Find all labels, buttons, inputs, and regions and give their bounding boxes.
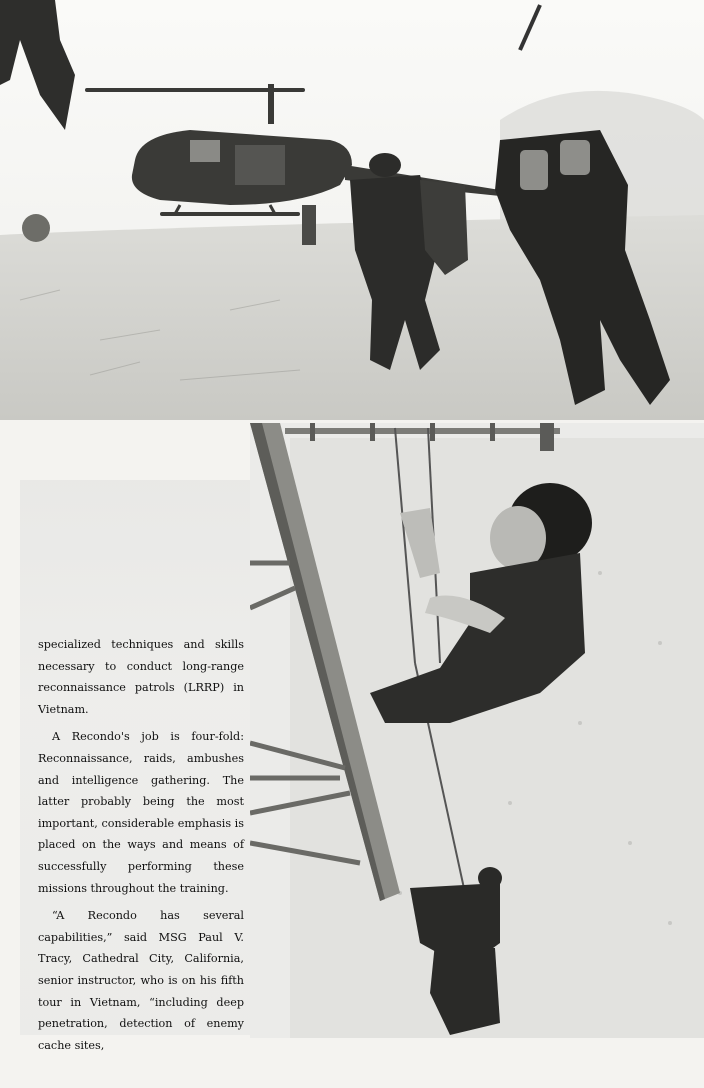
helicopter-soldiers-illustration xyxy=(0,0,704,420)
rope-ladder-illustration xyxy=(250,423,704,1038)
rope-ladder-photo xyxy=(250,423,704,1038)
paragraph-2: A Recondo's job is four-fold: Reconnaissance, raids, ambushes and intelligence gathering. The latter probably being the most important, considerable emphasis is placed on the ways and means of successfully performing these missions throughout the training. xyxy=(38,730,244,895)
article-text xyxy=(38,634,244,1056)
paragraph-3: “A Recondo has several capabilities,” said MSG Paul V. Tracy, Cathedral City, California, senior instructor, who is on his fifth tour in Vietnam, “including deep penetration, detection of enemy cache sites, xyxy=(38,909,244,1052)
helicopter-soldiers-photo xyxy=(0,0,704,420)
paragraph-1: specialized techniques and skills necessary to conduct long-range reconnaissance patrols (LRRP) in Vietnam. xyxy=(38,638,244,716)
